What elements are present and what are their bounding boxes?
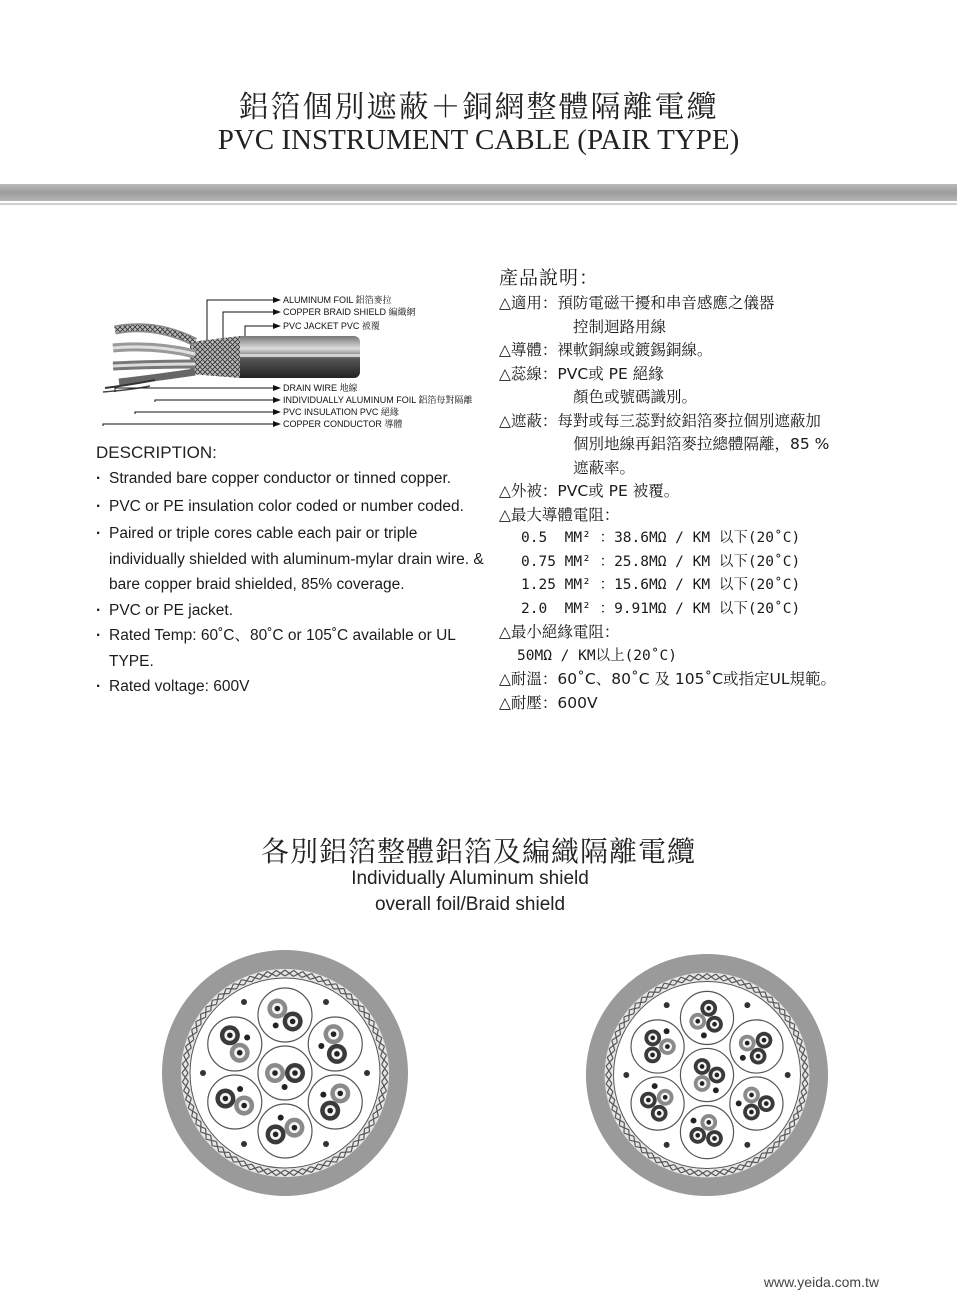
spec-usage: △適用：預防電磁干擾和串音感應之儀器 [499, 294, 775, 312]
description-list [96, 466, 486, 700]
description-item: · PVC or PE insulation color coded or number coded. [96, 494, 486, 520]
spec-shield-cont: 個別地線再鋁箔麥拉總體隔離，85 % [573, 435, 830, 453]
wire-conductor [756, 1054, 761, 1059]
header-divider-line [0, 203, 957, 205]
wire-conductor [657, 1111, 662, 1116]
drain-wire [736, 1100, 742, 1106]
wire-conductor [663, 1095, 668, 1100]
individual-foil [680, 1106, 733, 1159]
wire-conductor [275, 1006, 281, 1012]
wire-conductor [237, 1050, 243, 1056]
wire-conductor [292, 1070, 298, 1076]
wire-conductor [223, 1096, 229, 1102]
spec-block [499, 292, 939, 715]
description-item: · Rated voltage: 600V [96, 674, 486, 700]
drain-wire [664, 1028, 670, 1034]
wire-conductor [749, 1110, 754, 1115]
individual-foil [730, 1020, 783, 1073]
spec-resistance-row: 1.25 MM² ：15.6MΩ / KM 以下(20˚C) [521, 577, 801, 593]
filler-dot [323, 999, 329, 1005]
label-pvc-insulation: PVC INSULATION PVC 絕緣 [283, 407, 399, 417]
spec-temperature: △耐溫：60˚C、80˚C 及 105˚C或指定UL規範。 [499, 670, 837, 688]
spec-jacket: △外被：PVC或 PE 被覆。 [499, 482, 680, 500]
spec-usage-cont: 控制迴路用線 [573, 317, 667, 336]
twisted-pairs [103, 328, 195, 392]
filler-dot [323, 1141, 329, 1147]
spec-shield: △遮蔽：每對或每三蕊對絞鋁箔麥拉個別遮蔽加 [499, 411, 821, 430]
spec-resistance-row: 0.75 MM² ：25.8MΩ / KM 以下(20˚C) [521, 553, 801, 570]
wire-conductor [749, 1093, 754, 1098]
cable-cutaway-diagram [95, 292, 495, 442]
wire-conductor [745, 1041, 750, 1046]
pair-bundle [258, 1046, 312, 1100]
individual-foil [680, 1048, 733, 1101]
wire-conductor [665, 1044, 670, 1049]
cross-section-pair-type [160, 948, 410, 1198]
wire-conductor [650, 1036, 655, 1041]
description-heading: DESCRIPTION: [96, 443, 217, 462]
triple-bundle [680, 991, 733, 1044]
filler-dot [364, 1070, 370, 1076]
spec-core-cont: 顏色或號碼識別。 [573, 388, 698, 406]
cross-section-triple-type [584, 952, 830, 1198]
pair-bundle [208, 1075, 262, 1129]
wire-conductor [327, 1108, 333, 1114]
wire-conductor [334, 1051, 340, 1057]
individual-foil [631, 1077, 684, 1130]
spec-voltage: △耐壓：600V [499, 693, 598, 712]
spec-max-resistance-label: △最大導體電阻： [499, 505, 620, 524]
pair-bundle [308, 1017, 362, 1071]
drain-wire [237, 1086, 243, 1092]
wire-conductor [227, 1032, 233, 1038]
wire-conductor [241, 1103, 247, 1109]
wire-conductor [695, 1019, 700, 1024]
page-title-zh: 鋁箔個別遮蔽＋銅網整體隔離電纜 [238, 90, 719, 125]
braid-segment [190, 336, 240, 378]
filler-dot [241, 999, 247, 1005]
drain-wire [740, 1055, 746, 1061]
section-title-en-line1: Individually Aluminum shield [351, 868, 589, 889]
wire-conductor [292, 1125, 298, 1131]
triple-bundle [631, 1077, 684, 1130]
drain-wire [278, 1115, 284, 1121]
filler-dot [664, 1142, 670, 1148]
description-item: · Paired or triple cores cable each pair or triple individually shielded with aluminum-mylar drain wire. & bare copper braid shielded, 85% coverage. [96, 521, 486, 598]
spec-heading: 產品說明： [499, 267, 600, 289]
triple-bundle [730, 1077, 783, 1130]
filler-dot [623, 1072, 629, 1078]
pair-bundle [208, 1017, 262, 1071]
spec-min-insulation-label: △最小絕緣電阻： [499, 623, 620, 641]
individual-foil [631, 1020, 684, 1073]
wire-conductor [706, 1006, 711, 1011]
drain-wire [320, 1092, 326, 1098]
triple-bundle [680, 1048, 733, 1101]
filler-dot [744, 1142, 750, 1148]
description-item: · Rated Temp: 60˚C、80˚C or 105˚C available or UL TYPE. [96, 623, 486, 674]
wire-conductor [700, 1064, 705, 1069]
wire-conductor [646, 1098, 651, 1103]
label-individual-foil: INDIVIDUALLY ALUMINUM FOIL 鋁箔每對隔離 [283, 395, 473, 405]
filler-dot [200, 1070, 206, 1076]
spec-min-insulation-value: 50MΩ / KM以上(20˚C) [517, 647, 677, 664]
spec-resistance-row: 2.0 MM² ：9.91MΩ / KM 以下(20˚C) [521, 600, 801, 617]
section-title-en-line2: overall foil/Braid shield [374, 894, 566, 915]
drain-wire [652, 1083, 658, 1089]
drain-wire [273, 1022, 279, 1028]
triple-bundle [631, 1020, 684, 1073]
spec-conductor: △導體：裸軟銅線或鍍錫銅線。 [499, 341, 713, 359]
filler-dot [785, 1072, 791, 1078]
description-item: · PVC or PE jacket. [96, 598, 486, 624]
label-pvc-jacket: PVC JACKET PVC 被覆 [283, 321, 380, 331]
label-copper-braid: COPPER BRAID SHIELD 編織網 [283, 307, 416, 317]
section-title-zh: 各別鋁箔整體鋁箔及編織隔離電纜 [260, 835, 696, 868]
triple-bundle [730, 1020, 783, 1073]
wire-conductor [764, 1101, 769, 1106]
label-copper-conductor: COPPER CONDUCTOR 導體 [283, 419, 403, 429]
wire-conductor [706, 1120, 711, 1125]
filler-dot [744, 1002, 750, 1008]
wire-conductor [695, 1133, 700, 1138]
individual-foil [258, 1104, 312, 1158]
drain-wire [318, 1043, 324, 1049]
wire-conductor [290, 1019, 296, 1025]
label-drain-wire: DRAIN WIRE 地線 [283, 383, 358, 393]
page-title-en: PVC INSTRUMENT CABLE (PAIR TYPE) [217, 124, 740, 156]
drain-wire [701, 1032, 707, 1038]
drain-wire [282, 1084, 288, 1090]
spec-shield-cont: 遮蔽率。 [573, 458, 636, 477]
drain-wire [691, 1118, 697, 1124]
spec-core: △蕊線：PVC或 PE 絕緣 [499, 364, 664, 383]
wire-conductor [712, 1022, 717, 1027]
drain-wire [244, 1034, 250, 1040]
description-item: · Stranded bare copper conductor or tinned copper. [96, 466, 486, 492]
triple-bundle [680, 1106, 733, 1159]
wire-conductor [331, 1031, 337, 1037]
pair-bundle [258, 1104, 312, 1158]
header-divider-band [0, 184, 957, 201]
wire-conductor [762, 1038, 767, 1043]
spec-resistance-row: 0.5 MM² ：38.6MΩ / KM 以下(20˚C) [521, 530, 801, 546]
filler-dot [241, 1141, 247, 1147]
wire-conductor [712, 1136, 717, 1141]
filler-dot [664, 1002, 670, 1008]
pair-bundle [308, 1075, 362, 1129]
wire-conductor [273, 1132, 279, 1138]
wire-conductor [700, 1081, 705, 1086]
pair-bundle [258, 988, 312, 1042]
website-url: www.yeida.com.tw [763, 1274, 879, 1290]
wire-conductor [650, 1053, 655, 1058]
wire-conductor [272, 1070, 278, 1076]
wire-conductor [714, 1073, 719, 1078]
wire-conductor [337, 1091, 343, 1097]
label-aluminum-foil: ALUMINUM FOIL 鋁箔麥拉 [283, 295, 392, 305]
drain-wire [713, 1087, 719, 1093]
individual-foil [680, 991, 733, 1044]
